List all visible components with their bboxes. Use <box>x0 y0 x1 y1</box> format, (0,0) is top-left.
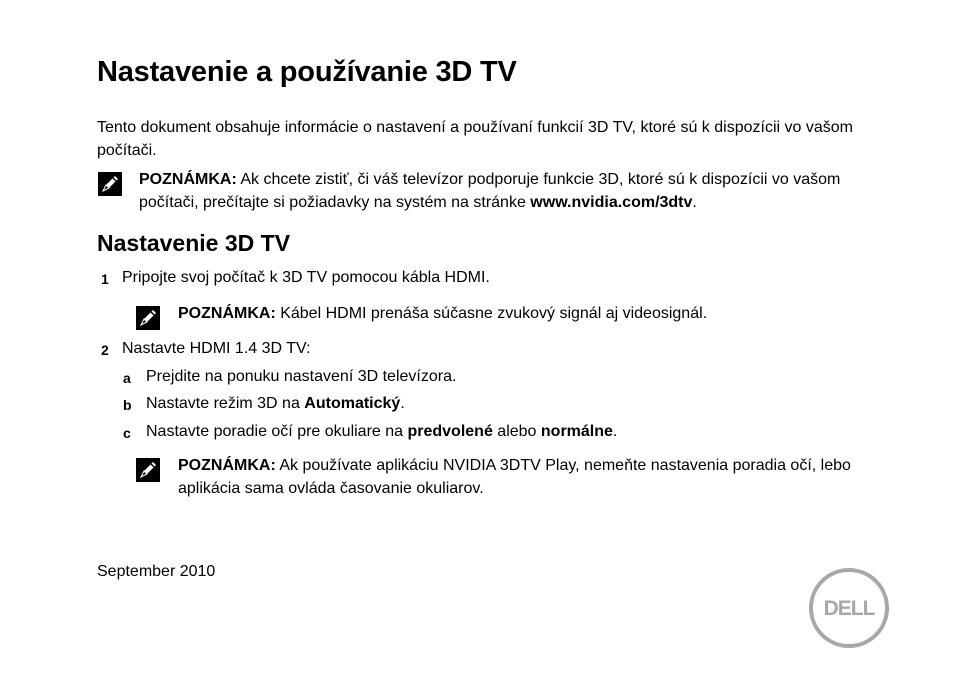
sub-step-c-bold-1: predvolené <box>407 423 493 440</box>
intro-paragraph: Tento dokument obsahuje informácie o nastavení a používaní funkcií 3D TV, ktoré sú k dispozícii vo vašom počítači. <box>97 119 853 159</box>
pencil-note-icon <box>136 306 160 330</box>
page-title: Nastavenie a používanie 3D TV <box>97 56 517 88</box>
note-label: POZNÁMKA: <box>178 457 276 474</box>
note-3 <box>178 454 898 500</box>
sub-step-b-bold: Automatický <box>304 395 401 412</box>
sub-step-c-bold-2: normálne <box>540 423 613 440</box>
note-text: Ak chcete zistiť, či váš televízor podporuje funkcie 3D, ktoré sú k dispozícii vo vašom počítači, prečítajte si požiadavky na systém na stránke <box>139 171 841 211</box>
sub-step-letter: c <box>123 425 131 441</box>
step-number: 1 <box>101 271 109 287</box>
nvidia-link[interactable]: www.nvidia.com/3dtv <box>530 194 693 211</box>
step-2-text: Nastavte HDMI 1.4 3D TV: <box>122 340 311 357</box>
sub-step-c-prefix: Nastavte poradie očí pre okuliare na <box>146 423 408 440</box>
note-label: POZNÁMKA: <box>139 171 237 188</box>
sub-step-b-suffix: . <box>400 395 405 412</box>
note-text: Kábel HDMI prenáša súčasne zvukový signál aj videosignál. <box>275 305 708 322</box>
sub-step-a-text: Prejdite na ponuku nastavení 3D televízora. <box>146 368 457 385</box>
sub-step-c-mid: alebo <box>492 423 541 440</box>
sub-step-letter: a <box>123 370 131 386</box>
dell-logo-text: DELL <box>823 597 875 620</box>
sub-step-b-text <box>146 392 405 415</box>
dell-logo <box>808 567 890 649</box>
sub-step-b-prefix: Nastavte režim 3D na <box>146 395 305 412</box>
section-title: Nastavenie 3D TV <box>97 230 291 256</box>
note-text: Ak používate aplikáciu NVIDIA 3DTV Play, nemeňte nastavenia poradia očí, lebo aplikácia sama ovláda časovanie okuliarov. <box>178 457 851 497</box>
step-1-text: Pripojte svoj počítač k 3D TV pomocou kábla HDMI. <box>122 269 490 286</box>
note-1 <box>139 168 899 214</box>
note-label: POZNÁMKA: <box>178 305 276 322</box>
pencil-note-icon <box>98 172 122 196</box>
sub-step-c-suffix: . <box>612 423 618 440</box>
step-number: 2 <box>101 342 109 358</box>
publication-date: September 2010 <box>97 563 216 580</box>
sub-step-letter: b <box>123 397 132 413</box>
pencil-note-icon <box>136 458 160 482</box>
sub-step-c-text <box>146 420 617 443</box>
note-text-end: . <box>692 194 697 211</box>
note-2 <box>178 302 878 325</box>
